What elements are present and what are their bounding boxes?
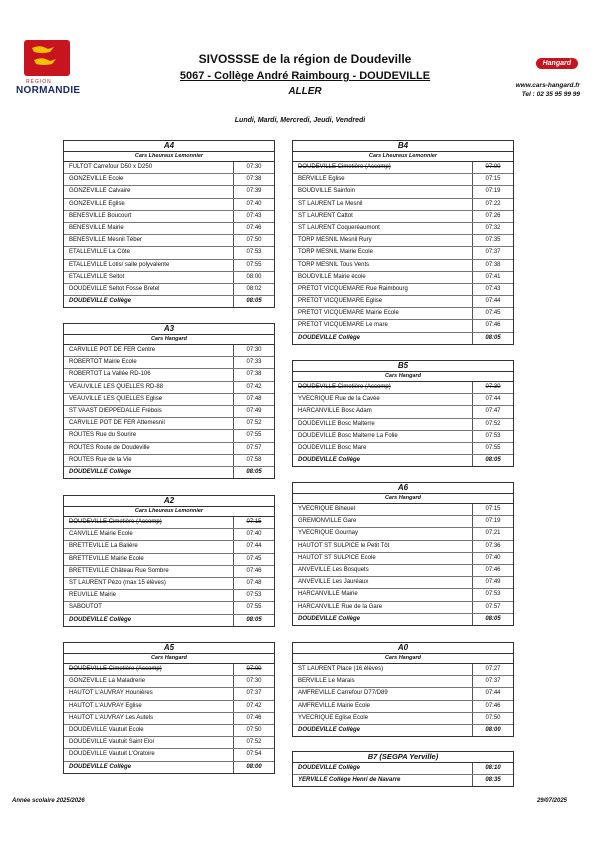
stop-time: 07:54 [233, 749, 274, 760]
stop-time: 07:47 [472, 406, 513, 417]
document-date: 29/07/2025 [536, 798, 567, 804]
stop-name: DOUDEVILLE Cimetière (Accomp) [69, 519, 162, 525]
stop-row [64, 174, 274, 186]
route-carrier: Cars Lheureux Lemonnier [293, 152, 513, 162]
stop-row [293, 199, 513, 211]
stop-name: DOUDEVILLE Vautuit L'Oratoire [69, 751, 155, 758]
stop-name: HARCANVILLE Bosc Adam [298, 408, 372, 415]
stop-name: ST LAURENT Place (16 élèves) [298, 666, 384, 672]
stop-name: AMFREVILLE Carrefour D77/D89 [298, 690, 388, 697]
stop-name: CANVILLE Mairie Ecole [69, 531, 133, 538]
stop-row [64, 357, 274, 369]
stop-name: HARCANVILLE Rue de la Gare [298, 603, 383, 610]
route-block [63, 140, 275, 308]
stop-time: 07:27 [472, 664, 513, 675]
stop-time: 07:43 [233, 211, 274, 222]
route-carrier: Cars Lheureux Lemonnier [64, 152, 274, 162]
stop-row [64, 272, 274, 284]
stop-row [293, 296, 513, 308]
stop-time: 08:00 [472, 725, 513, 736]
stop-name: TORP MESNIL Mairie Ecole [298, 249, 373, 256]
stop-time: 08:00 [233, 762, 274, 773]
stop-time: 07:44 [472, 688, 513, 699]
stop-name: ANVEVILLE Les Jauréaux [298, 579, 369, 586]
stop-name: DOUDEVILLE Collège [69, 468, 132, 475]
stop-name: DOUDEVILLE Collège [69, 616, 132, 623]
stop-row [293, 406, 513, 418]
stop-name: VEAUVILLE LES QUELLES Eglise [69, 395, 163, 402]
stop-row [64, 406, 274, 418]
stop-time: 07:45 [233, 554, 274, 565]
stop-name: DOUDEVILLE Bosc Malterre [298, 420, 375, 427]
stop-name: ST LAURENT Le Mesnil [298, 200, 363, 207]
stop-time: 07:38 [233, 174, 274, 185]
stop-row [64, 529, 274, 541]
route-code: B7 (SEGPA Yerville) [293, 752, 513, 763]
stop-name: BENESVILLE Mairie [69, 224, 124, 231]
route-block [63, 323, 275, 479]
route-code: A5 [64, 643, 274, 654]
stop-time: 07:37 [233, 688, 274, 699]
stop-time: 07:21 [472, 528, 513, 539]
stop-time: 07:38 [233, 369, 274, 380]
stop-time: 07:48 [233, 578, 274, 589]
stop-name: DOUDEVILLE Collège [298, 457, 361, 464]
stop-row [293, 284, 513, 296]
route-carrier: Cars Hangard [64, 335, 274, 345]
stop-name: HAUTOT ST SULPICE le Petit Tôt [298, 542, 390, 549]
stop-row [64, 382, 274, 394]
stop-row [293, 235, 513, 247]
stop-row [64, 430, 274, 442]
service-days: Lundi, Mardi, Mercredi, Jeudi, Vendredi [234, 117, 366, 124]
stop-row [293, 602, 513, 614]
hangard-logo: Hangard [536, 58, 578, 69]
stop-row [64, 762, 274, 773]
stop-time: 07:44 [472, 394, 513, 405]
stop-time: 07:35 [472, 235, 513, 246]
hangard-brand [488, 52, 588, 98]
stop-name: PRETOT VICQUEMARE Eglise [298, 298, 383, 305]
region-normandie-logo [12, 40, 82, 96]
stop-name: ST VAAST DIEPPEDALLE Frébois [69, 407, 162, 414]
stop-time: 07:58 [233, 455, 274, 466]
stop-name: HAUTOT L'AUVRAY Eglise [69, 702, 142, 709]
stop-time: 08:35 [472, 775, 513, 786]
stop-name: PRETOT VICQUEMARE Mairie Ecole [298, 310, 399, 317]
stop-name: DOUDEVILLE Cimetière (Accomp) [298, 384, 391, 390]
stop-name: BERVILLE Eglise [298, 176, 345, 183]
stop-row [64, 590, 274, 602]
stop-name: REUVILLE Mairie [69, 592, 117, 599]
stop-row [64, 418, 274, 430]
stop-row [64, 345, 274, 357]
stop-time: 07:46 [233, 566, 274, 577]
stop-row [64, 664, 274, 676]
stop-time: 07:50 [233, 725, 274, 736]
stop-row [293, 713, 513, 725]
stop-time: 08:05 [233, 467, 274, 478]
stop-name: PRETOT VICQUEMARE Le mare [298, 322, 388, 329]
stop-row [293, 443, 513, 455]
stop-time: 07:46 [233, 713, 274, 724]
stop-row [293, 223, 513, 235]
stop-name: HAUTOT L'AUVRAY Les Autels [69, 714, 154, 721]
stop-time: 07:19 [472, 516, 513, 527]
stop-name: DOUDEVILLE Vautuit Saint Eloi [69, 739, 154, 746]
stop-name: CARVILLE POT DE FER Attemesnil [69, 420, 165, 427]
stop-name: DOUDEVILLE Bosc Malterre La Folie [298, 432, 398, 439]
stop-time: 08:05 [472, 455, 513, 466]
stop-time: 07:40 [472, 553, 513, 564]
stop-time: 07:44 [472, 296, 513, 307]
stop-time: 07:32 [472, 223, 513, 234]
stop-time: 07:50 [472, 713, 513, 724]
stop-row [64, 517, 274, 529]
stop-row [64, 162, 274, 174]
stop-time: 07:22 [472, 199, 513, 210]
stop-row [64, 211, 274, 223]
stop-row [64, 541, 274, 553]
stop-row [293, 431, 513, 443]
stop-name: GONZEVILLE La Maladrerie [69, 678, 146, 685]
stop-name: ST LAURENT Pézo (max 15 élèves) [69, 579, 166, 586]
page-title: SIVOSSSE de la région de Doudeville [198, 52, 412, 66]
stop-time: 07:49 [472, 577, 513, 588]
stop-time: 07:15 [233, 517, 274, 528]
stop-name: DOUDEVILLE Cimetière (Accomp) [69, 666, 162, 672]
stop-time: 07:33 [233, 357, 274, 368]
stop-time: 07:15 [472, 504, 513, 515]
stop-row [64, 467, 274, 478]
stop-row [293, 688, 513, 700]
brand-website: www.cars-hangard.fr [515, 82, 580, 89]
stop-time: 07:19 [472, 186, 513, 197]
stop-row [293, 320, 513, 332]
stop-row [293, 676, 513, 688]
stop-row [64, 260, 274, 272]
stop-row [293, 763, 513, 775]
stop-row [293, 541, 513, 553]
stop-row [293, 186, 513, 198]
stop-name: ETALLEVILLE La Côte [69, 249, 130, 256]
stop-name: GONZEVILLE Eglise [69, 200, 125, 207]
stop-name: BERVILLE Le Marais [298, 678, 355, 685]
stop-row [293, 394, 513, 406]
stop-time: 07:30 [472, 382, 513, 393]
stop-time: 07:26 [472, 211, 513, 222]
stop-name: DOUDEVILLE Vautuit Ecole [69, 726, 144, 733]
route-code: A6 [293, 483, 513, 494]
stop-row [293, 553, 513, 565]
stop-name: GONZEVILLE Ecole [69, 176, 124, 183]
stop-time: 07:30 [233, 676, 274, 687]
stop-name: YVECRIQUE Biheuel [298, 506, 356, 512]
stop-row [293, 162, 513, 174]
stop-row [64, 615, 274, 626]
stop-name: VEAUVILLE LES QUELLES RD-88 [69, 383, 164, 390]
stop-time: 07:37 [472, 676, 513, 687]
stop-name: CARVILLE POT DE FER Centre [69, 347, 156, 353]
normandy-flag-icon [24, 40, 70, 76]
page-header [140, 52, 470, 97]
stop-time: 07:46 [472, 320, 513, 331]
stop-time: 07:55 [233, 260, 274, 271]
stop-time: 07:42 [233, 382, 274, 393]
stop-row [64, 713, 274, 725]
stop-row [293, 528, 513, 540]
route-block [292, 360, 514, 467]
route-block [292, 751, 514, 787]
stop-name: BOUDVILLE Sainfoin [298, 188, 356, 195]
stop-time: 07:52 [472, 419, 513, 430]
stop-name: DOUDEVILLE Cimetière (Accomp) [298, 164, 391, 170]
stop-time: 08:00 [233, 272, 274, 283]
stop-row [293, 664, 513, 676]
stop-name: DOUDEVILLE Collège [298, 615, 361, 622]
stop-row [293, 247, 513, 259]
stop-row [293, 577, 513, 589]
stop-name: FULTOT Carrefour D50 x D250 [69, 164, 153, 170]
route-carrier: Cars Hangard [64, 654, 274, 664]
stop-row [64, 701, 274, 713]
school-year: Année scolaire 2025/2026 [12, 798, 85, 804]
stop-row [64, 186, 274, 198]
stop-row [293, 260, 513, 272]
stop-name: ANVEVILLE Les Bosquets [298, 566, 369, 573]
stop-row [293, 516, 513, 528]
stop-name: TORP MESNIL Tous Vents [298, 261, 370, 268]
stop-name: ROBERTOT Mairie Ecole [69, 359, 137, 366]
stop-row [64, 443, 274, 455]
route-block [292, 140, 514, 345]
stop-time: 07:39 [233, 186, 274, 197]
stop-time: 07:43 [472, 284, 513, 295]
stop-name: YVECRIQUE Eglise Ecole [298, 714, 369, 721]
stop-time: 08:05 [472, 333, 513, 344]
stop-row [293, 419, 513, 431]
stop-time: 07:46 [472, 701, 513, 712]
stop-row [293, 211, 513, 223]
stop-name: ETALLEVILLE Seltot [69, 273, 125, 280]
stop-row [293, 174, 513, 186]
brand-phone: Tel : 02 35 95 99 99 [521, 91, 580, 98]
route-code: A0 [293, 643, 513, 654]
stop-name: DOUDEVILLE Bosc Mare [298, 444, 367, 451]
stop-row [293, 308, 513, 320]
route-carrier: Cars Hangard [293, 654, 513, 664]
stop-time: 07:15 [472, 174, 513, 185]
stop-time: 07:52 [233, 418, 274, 429]
stop-row [64, 247, 274, 259]
stop-time: 08:10 [472, 763, 513, 774]
stop-name: YVECRIQUE Gournay [298, 530, 359, 537]
stop-time: 07:55 [233, 602, 274, 613]
stop-time: 07:44 [233, 541, 274, 552]
stop-row [293, 589, 513, 601]
stop-row [293, 455, 513, 466]
stop-name: HAUTOT ST SULPICE Ecole [298, 554, 376, 561]
stop-name: YERVILLE Collège Henri de Navarre [298, 777, 401, 784]
stop-name: BENESVILLE Mesnil Téber [69, 237, 142, 244]
stop-name: GREMONVILLE Gare [298, 518, 357, 525]
stop-time: 07:38 [472, 260, 513, 271]
stop-time: 07:57 [472, 602, 513, 613]
stop-time: 08:05 [233, 615, 274, 626]
stop-name: ST LAURENT Cattot [298, 212, 353, 219]
stop-name: ROUTES Rue du Sourire [69, 432, 137, 439]
route-code: A3 [64, 324, 274, 335]
stop-name: AMFREVILLE Mairie Ecole [298, 702, 371, 709]
stop-time: 07:45 [472, 308, 513, 319]
stop-name: DOUDEVILLE Seltot Fosse Bretel [69, 285, 160, 292]
stop-time: 07:46 [233, 223, 274, 234]
stop-name: BENESVILLE Boucourt [69, 212, 132, 219]
stop-row [64, 566, 274, 578]
stop-name: HAUTOT L'AUVRAY Hounières [69, 690, 153, 697]
stop-name: BRETTEVILLE Château Rue Sombre [69, 567, 169, 574]
stop-row [64, 199, 274, 211]
stop-row [64, 737, 274, 749]
logo-region-name: NORMANDIE [16, 85, 81, 96]
stop-time: 07:53 [472, 589, 513, 600]
stop-name: PRETOT VICQUEMARE Rue Raimbourg [298, 285, 408, 292]
stop-time: 07:53 [233, 247, 274, 258]
route-carrier: Cars Lheureux Lemonnier [64, 507, 274, 517]
stop-time: 07:49 [233, 406, 274, 417]
stop-time: 07:42 [233, 701, 274, 712]
stop-time: 07:57 [233, 443, 274, 454]
stop-name: DOUDEVILLE Collège [69, 298, 132, 305]
route-code: A2 [64, 496, 274, 507]
page-subtitle: 5067 - Collège André Raimbourg - DOUDEVILLE [179, 70, 431, 82]
stop-row [293, 701, 513, 713]
route-block [63, 642, 275, 774]
stop-time: 07:00 [233, 664, 274, 675]
stop-name: YVECRIQUE Rue de la Cavée [298, 396, 380, 403]
stop-row [293, 333, 513, 344]
stop-name: BRETTEVILLE La Balière [69, 543, 138, 550]
stop-time: 07:53 [233, 590, 274, 601]
stop-row [293, 504, 513, 516]
stop-time: 07:41 [472, 272, 513, 283]
stop-name: GONZEVILLE Calvaire [69, 188, 131, 195]
stop-row [64, 284, 274, 296]
stop-row [64, 296, 274, 307]
stop-row [64, 223, 274, 235]
stop-row [64, 688, 274, 700]
stop-name: ETALLEVILLE Lotis/ salle polyvalente [69, 261, 170, 268]
stop-time: 07:55 [472, 443, 513, 454]
stop-name: ROBERTOT La Vallée RD-106 [69, 371, 151, 378]
stop-name: ROUTES Route de Doudeville [69, 444, 150, 451]
route-block [292, 642, 514, 737]
stop-row [64, 369, 274, 381]
route-carrier: Cars Hangard [293, 494, 513, 504]
stop-row [64, 749, 274, 761]
stop-row [64, 676, 274, 688]
stop-name: TORP MESNIL Mesnil Rury [298, 237, 372, 244]
stop-time: 07:40 [233, 199, 274, 210]
stop-time: 08:02 [233, 284, 274, 295]
stop-row [293, 775, 513, 786]
stop-time: 07:00 [472, 162, 513, 173]
stop-time: 07:50 [233, 235, 274, 246]
stop-time: 07:30 [233, 345, 274, 356]
stop-row [293, 272, 513, 284]
stop-row [293, 725, 513, 736]
stop-time: 07:37 [472, 247, 513, 258]
route-carrier: Cars Hangard [293, 372, 513, 382]
route-code: B5 [293, 361, 513, 372]
route-block [292, 482, 514, 626]
stop-name: DOUDEVILLE Collège [298, 765, 361, 771]
stop-name: DOUDEVILLE Collège [298, 726, 361, 733]
stop-time: 07:53 [472, 431, 513, 442]
stop-name: HARCANVILLE Mairie [298, 591, 358, 598]
stop-row [64, 554, 274, 566]
stop-name: BRETTEVILLE Mairie Ecole [69, 555, 144, 562]
stop-row [64, 602, 274, 614]
stop-name: DOUDEVILLE Collège [69, 763, 132, 770]
stop-time: 08:05 [472, 614, 513, 625]
route-code: B4 [293, 141, 513, 152]
stop-time: 07:48 [233, 394, 274, 405]
stop-row [64, 578, 274, 590]
stop-row [293, 614, 513, 625]
route-block [63, 495, 275, 627]
stop-name: ST LAURENT Coqueréaumont [298, 224, 380, 231]
stop-row [64, 455, 274, 467]
stop-row [64, 394, 274, 406]
stop-time: 07:40 [233, 529, 274, 540]
stop-time: 07:55 [233, 430, 274, 441]
stop-row [64, 725, 274, 737]
logo-region-label: RÉGION [26, 79, 52, 85]
stop-name: BOUDVILLE Mairie école [298, 273, 366, 280]
stop-time: 07:52 [233, 737, 274, 748]
stop-time: 08:05 [233, 296, 274, 307]
stop-row [293, 565, 513, 577]
route-code: A4 [64, 141, 274, 152]
stop-time: 07:46 [472, 565, 513, 576]
stop-time: 07:30 [233, 162, 274, 173]
stop-name: DOUDEVILLE Collège [298, 334, 361, 341]
stop-name: ROUTES Rue de la Vie [69, 456, 132, 463]
stop-row [293, 382, 513, 394]
stop-row [64, 235, 274, 247]
direction-label: ALLER [288, 86, 322, 97]
stop-name: SABOUTOT [69, 604, 102, 611]
stop-time: 07:36 [472, 541, 513, 552]
